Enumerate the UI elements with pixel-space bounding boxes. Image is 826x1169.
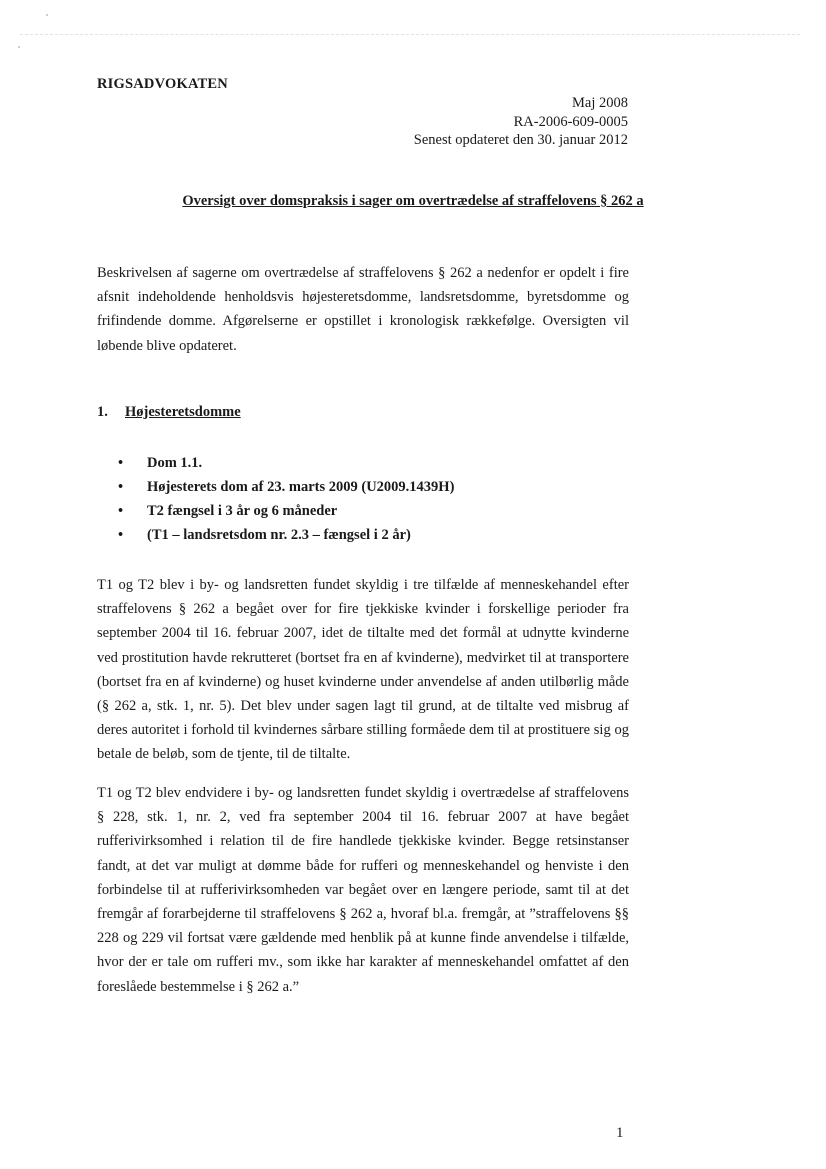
page-number: 1 [616, 1125, 624, 1141]
document-meta [414, 94, 628, 150]
document-date: Maj 2008 [572, 95, 628, 111]
scan-speck [18, 46, 20, 48]
intro-paragraph: Beskrivelsen af sagerne om overtrædelse af straffelovens § 262 a nedenfor er opdelt i fire afsnit indeholdende henholdsvis højesteretsdomme, landsretsdomme, byretsdomme og frifindende domme. Afgørelserne er opstillet i kronologisk rækkefølge. Oversigten vil løbende blive opdateret. [97, 265, 629, 354]
body-paragraph: T1 og T2 blev i by- og landsretten fundet skyldig i tre tilfælde af menneskehandel efter straffelovens § 262 a begået over for fire tjekkiske kvinder i forskellige perioder fra september 2004 til 16. februar 2007, idet de tiltalte med det formål at udnytte kvinderne ved prostitution havde rekrutteret (bortset fra en af kvinderne), medvirket til at transportere (bortset fra en af kvinderne) og huset kvinderne under anvendelse af anden utilbørlig måde (§ 262 a, stk. 1, nr. 5). Det blev under sagen lagt til grund, at de tiltalte ved misbrug af deres autoritet i forhold til kvindernes sårbare stilling formåede dem til at prostituere sig og betale de beløb, som de tjente, til de tiltalte. [97, 577, 629, 763]
document-reference: RA-2006-609-0005 [513, 113, 628, 130]
section-number: 1. [97, 404, 108, 420]
list-item: • T2 fængsel i 3 år og 6 måneder [118, 499, 454, 523]
scan-speck [46, 14, 48, 16]
section-heading [97, 404, 241, 421]
list-item: • Dom 1.1. [118, 451, 454, 475]
body-paragraph: T1 og T2 blev endvidere i by- og landsretten fundet skyldig i overtrædelse af straffelovens § 228, stk. 1, nr. 2, ved fra september 2004 til 16. februar 2007 at have begået rufferivirksomhed i relation til de fire handlede tjekkiske kvinder. Begge retsinstanser fandt, at det var muligt at dømme både for rufferi og menneskehandel og henviste i den forbindelse til at rufferivirksomheden var begået over en længere periode, samt til at det fremgår af forarbejderne til straffelovens § 262 a, hvoraf bl.a. fremgår, at ”straffelovens §§ 228 og 229 vil fortsat være gældende med henblik på at kunne finde anvendelse i tilfælde, hvor der er tale om rufferi mv., som ikke har karakter af menneskehandel omfattet af den foreslåede bestemmelse i § 262 a.” [97, 785, 629, 995]
list-item: • Højesterets dom af 23. marts 2009 (U2009.1439H) [118, 475, 454, 499]
organization-name: RIGSADVOKATEN [97, 76, 228, 92]
scan-artifact-line [20, 34, 800, 35]
case-summary-list [118, 451, 454, 547]
last-updated: Senest opdateret den 30. januar 2012 [413, 132, 628, 148]
list-item: • (T1 – landsretsdom nr. 2.3 – fængsel i 2 år) [118, 523, 454, 547]
document-title: Oversigt over domspraksis i sager om overtrædelse af straffelovens § 262 a [182, 193, 644, 209]
section-label: Højesteretsdomme [125, 404, 241, 420]
